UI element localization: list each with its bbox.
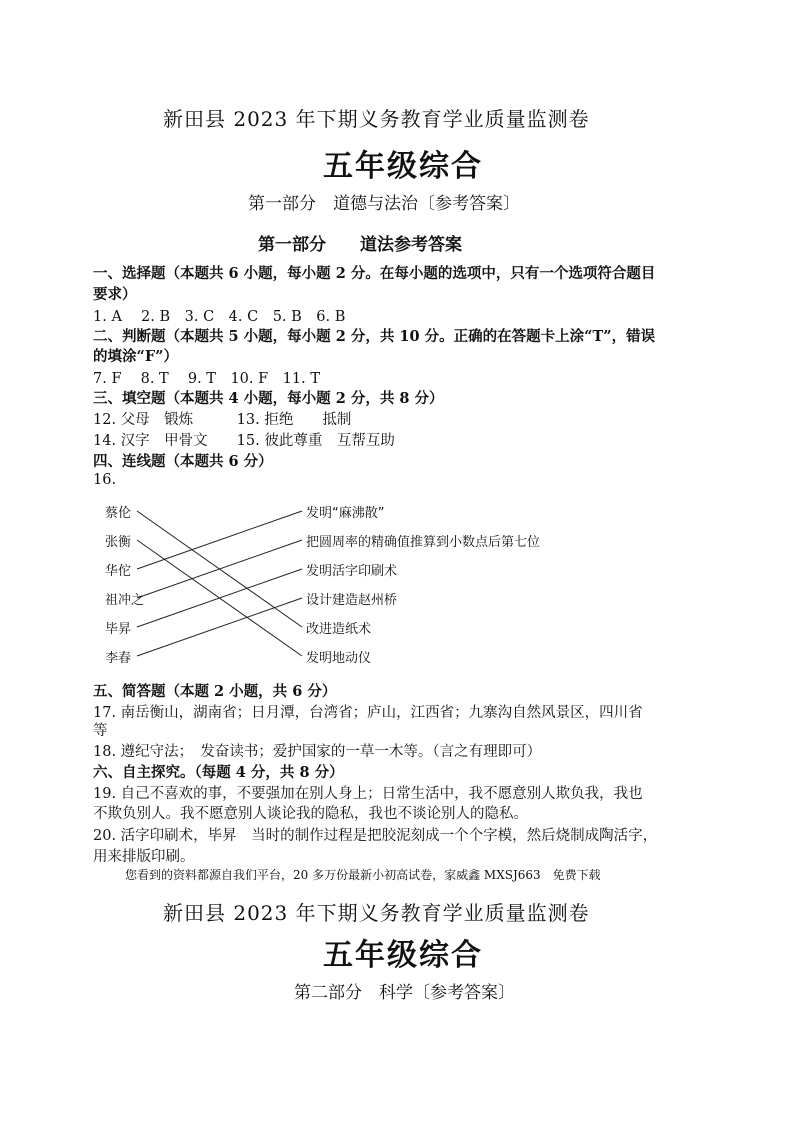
download-notice: 您看到的资料都源自我们平台，20 多万份最新小初高试卷，家威鑫 MXSJ663 免费下载 xyxy=(125,868,601,882)
q2-heading-line2: 的填涂“F”） xyxy=(93,348,178,365)
match-person: 毕昇 xyxy=(105,622,132,637)
q2-heading-line1: 二、判断题（本题共 5 小题，每小题 2 分，共 10 分。正确的在答题卡上涂“T”，错误 xyxy=(93,328,656,345)
a19-line2: 不欺负别人。我不愿意别人谈论我的隐私，我也不谈论别人的隐私。 xyxy=(93,806,528,822)
match-person: 李春 xyxy=(105,651,132,666)
part-title: 第一部分 道德与法治〔参考答案〕 xyxy=(248,194,520,214)
match-person: 张衡 xyxy=(105,535,132,550)
part2-exam-title: 新田县 2023 年下期义务教育学业质量监测卷 xyxy=(163,901,590,925)
match-achievement: 发明“麻沸散” xyxy=(306,506,385,521)
q3-line1: 12. 父母 锻炼 13. 拒绝 抵制 xyxy=(93,412,352,428)
q1-heading-line2: 要求） xyxy=(93,286,137,303)
q6-heading: 六、自主探究。（每题 4 分，共 8 分） xyxy=(93,764,344,781)
match-achievement: 改进造纸术 xyxy=(306,622,372,637)
grade-title: 五年级综合 xyxy=(323,149,483,184)
match-achievement: 发明地动仪 xyxy=(306,651,372,666)
part2-grade-title: 五年级综合 xyxy=(323,938,483,973)
a17-line2: 等 xyxy=(93,723,108,739)
a18: 18. 遵纪守法； 发奋读书；爱护国家的一草一木等。（言之有理即可） xyxy=(93,744,542,760)
a20-line2: 用来排版印刷。 xyxy=(93,849,195,865)
match-line xyxy=(137,598,302,656)
q1-heading-line1: 一、选择题（本题共 6 小题，每小题 2 分。在每小题的选项中，只有一个选项符合题目 xyxy=(93,265,656,282)
a20-line1: 20. 活字印刷术，毕昇 当时的制作过程是把胶泥刻成一个个字模，然后烧制成陶活字， xyxy=(93,828,658,844)
q5-heading: 五、简答题（本题 2 小题，共 6 分） xyxy=(93,683,337,700)
match-line xyxy=(137,511,302,569)
section-title: 第一部分 道法参考答案 xyxy=(258,235,462,255)
a17-line1: 17. 南岳衡山，湖南省；日月潭，台湾省；庐山，江西省；九寨沟自然风景区，四川省 xyxy=(93,705,643,721)
a19-line1: 19. 自己不喜欢的事，不要强加在别人身上；日常生活中，我不愿意别人欺负我，我也 xyxy=(93,786,643,802)
match-person: 蔡伦 xyxy=(105,506,132,521)
match-achievement: 把圆周率的精确值推算到小数点后第七位 xyxy=(306,535,541,550)
match-person: 华佗 xyxy=(105,564,132,579)
exam-title: 新田县 2023 年下期义务教育学业质量监测卷 xyxy=(163,107,590,131)
q2-answers: 7. F 8. T 9. T 10. F 11. T xyxy=(93,371,321,387)
match-person: 祖冲之 xyxy=(105,593,145,608)
match-achievement: 发明活字印刷术 xyxy=(306,564,398,579)
q1-answers: 1. A 2. B 3. C 4. C 5. B 6. B xyxy=(93,309,346,325)
q3-heading: 三、填空题（本题共 4 小题，每小题 2 分，共 8 分） xyxy=(93,390,444,407)
match-line xyxy=(137,540,302,598)
q3-line2: 14. 汉字 甲骨文 15. 彼此尊重 互帮互助 xyxy=(93,433,395,449)
q4-number: 16. xyxy=(93,472,117,488)
matching-lines xyxy=(90,496,570,672)
part2-part-title: 第二部分 科学〔参考答案〕 xyxy=(294,983,515,1003)
match-achievement: 设计建造赵州桥 xyxy=(306,593,398,608)
match-line xyxy=(137,569,302,627)
matching-diagram xyxy=(90,496,570,672)
q4-heading: 四、连线题（本题共 6 分） xyxy=(93,453,273,470)
